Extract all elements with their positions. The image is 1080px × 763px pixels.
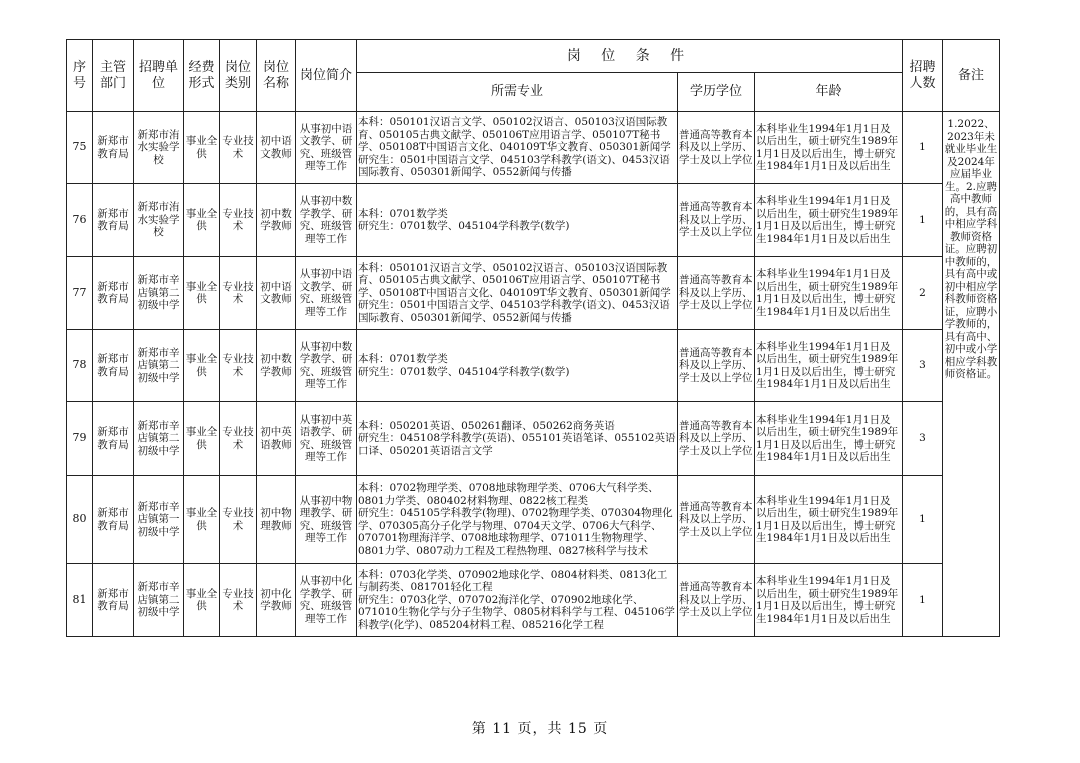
- cell-count: 1: [903, 184, 943, 257]
- cell-funding: 事业全供: [184, 476, 220, 564]
- cell-degree: 普通高等教育本科及以上学历、学士及以上学位: [678, 330, 755, 402]
- cell-unit: 新郑市辛店镇第二初级中学: [134, 564, 184, 637]
- cell-seq: 76: [67, 184, 93, 257]
- header-funding: 经费形式: [184, 40, 220, 112]
- cell-unit: 新郑市辛店镇第二初级中学: [134, 330, 184, 402]
- cell-age: 本科毕业生1994年1月1日及以后出生，硕士研究生1989年1月1日及以后出生，博士研究生1984年1月1日及以后出生: [755, 402, 903, 476]
- cell-count: 1: [903, 112, 943, 184]
- header-major: 所需专业: [357, 73, 678, 112]
- cell-count: 2: [903, 257, 943, 330]
- cell-funding: 事业全供: [184, 184, 220, 257]
- cell-post-name: 初中语文教师: [257, 112, 296, 184]
- table-row: [67, 476, 1000, 564]
- cell-major: 本科：0701数学类 研究生：0701数学、045104学科教学(数学): [357, 184, 678, 257]
- cell-age: 本科毕业生1994年1月1日及以后出生，硕士研究生1989年1月1日及以后出生，博士研究生1984年1月1日及以后出生: [755, 330, 903, 402]
- cell-age: 本科毕业生1994年1月1日及以后出生，硕士研究生1989年1月1日及以后出生，博士研究生1984年1月1日及以后出生: [755, 476, 903, 564]
- cell-major: 本科：050101汉语言文学、050102汉语言、050103汉语国际教育、050105古典文献学、050106T应用语言学、050107T秘书学、050108T中国语言文化、040109T华文教育、050301新闻学研究生：0501中国语言文学、045103学科教学(语文)、0453汉语国际教育、050301新闻学、0552新闻与传播: [357, 257, 678, 330]
- cell-intro: 从事初中语文教学、研究、班级管理等工作: [296, 112, 357, 184]
- cell-degree: 普通高等教育本科及以上学历、学士及以上学位: [678, 112, 755, 184]
- table-header: [67, 40, 1000, 112]
- cell-post-name: 初中化学教师: [257, 564, 296, 637]
- cell-dept: 新郑市教育局: [93, 257, 134, 330]
- cell-degree: 普通高等教育本科及以上学历、学士及以上学位: [678, 564, 755, 637]
- cell-funding: 事业全供: [184, 330, 220, 402]
- table-row: [67, 257, 1000, 330]
- cell-seq: 79: [67, 402, 93, 476]
- cell-category: 专业技术: [220, 184, 257, 257]
- cell-dept: 新郑市教育局: [93, 330, 134, 402]
- page-footer: 第 11 页，共 15 页: [471, 721, 609, 737]
- cell-intro: 从事初中数学教学、研究、班级管理等工作: [296, 330, 357, 402]
- cell-major: 本科：0703化学类、070902地球化学、0804材料类、0813化工与制药类、081701轻化工程 研究生：0703化学、070702海洋化学、070902地球化学、071010生物化学与分子生物学、0805材料科学与工程、045106学科教学(化学)、085204材料工程、085216化学工程: [357, 564, 678, 637]
- cell-count: 1: [903, 564, 943, 637]
- cell-age: 本科毕业生1994年1月1日及以后出生，硕士研究生1989年1月1日及以后出生，博士研究生1984年1月1日及以后出生: [755, 112, 903, 184]
- cell-age: 本科毕业生1994年1月1日及以后出生，硕士研究生1989年1月1日及以后出生，博士研究生1984年1月1日及以后出生: [755, 184, 903, 257]
- cell-intro: 从事初中数学教学、研究、班级管理等工作: [296, 184, 357, 257]
- cell-category: 专业技术: [220, 564, 257, 637]
- cell-intro: 从事初中物理教学、研究、班级管理等工作: [296, 476, 357, 564]
- header-age: 年龄: [755, 73, 903, 112]
- cell-dept: 新郑市教育局: [93, 184, 134, 257]
- cell-post-name: 初中数学教师: [257, 184, 296, 257]
- recruitment-table: [66, 39, 1000, 637]
- cell-unit: 新郑市洧水实验学校: [134, 184, 184, 257]
- cell-post-name: 初中语文教师: [257, 257, 296, 330]
- cell-category: 专业技术: [220, 476, 257, 564]
- cell-post-name: 初中英语教师: [257, 402, 296, 476]
- cell-seq: 75: [67, 112, 93, 184]
- cell-dept: 新郑市教育局: [93, 476, 134, 564]
- cell-seq: 77: [67, 257, 93, 330]
- header-unit: 招聘单位: [134, 40, 184, 112]
- cell-unit: 新郑市洧水实验学校: [134, 112, 184, 184]
- cell-degree: 普通高等教育本科及以上学历、学士及以上学位: [678, 184, 755, 257]
- cell-remark: 1.2022、2023年未就业毕业生及2024年应届毕业生。2.应聘高中教师的，具有高中相应学科教师资格证。应聘初中教师的，具有高中或初中相应学科教师资格证，应聘小学教师的，具有高中、初中或小学相应学科教师资格证。: [943, 112, 1000, 637]
- cell-category: 专业技术: [220, 257, 257, 330]
- cell-funding: 事业全供: [184, 402, 220, 476]
- table-row: [67, 564, 1000, 637]
- header-seq: 序号: [67, 40, 93, 112]
- table-row: [67, 330, 1000, 402]
- cell-count: 1: [903, 476, 943, 564]
- cell-degree: 普通高等教育本科及以上学历、学士及以上学位: [678, 476, 755, 564]
- cell-intro: 从事初中化学教学、研究、班级管理等工作: [296, 564, 357, 637]
- header-dept: 主管部门: [93, 40, 134, 112]
- cell-dept: 新郑市教育局: [93, 112, 134, 184]
- cell-count: 3: [903, 402, 943, 476]
- header-remark: 备注: [943, 40, 1000, 112]
- table-row: [67, 184, 1000, 257]
- cell-count: 3: [903, 330, 943, 402]
- header-degree: 学历学位: [678, 73, 755, 112]
- cell-seq: 78: [67, 330, 93, 402]
- cell-age: 本科毕业生1994年1月1日及以后出生，硕士研究生1989年1月1日及以后出生，博士研究生1984年1月1日及以后出生: [755, 564, 903, 637]
- cell-dept: 新郑市教育局: [93, 402, 134, 476]
- cell-major: 本科：050201英语、050261翻译、050262商务英语 研究生：045108学科教学(英语)、055101英语笔译、055102英语口译、050201英语语言文学: [357, 402, 678, 476]
- cell-funding: 事业全供: [184, 564, 220, 637]
- cell-unit: 新郑市辛店镇第二初级中学: [134, 257, 184, 330]
- cell-degree: 普通高等教育本科及以上学历、学士及以上学位: [678, 257, 755, 330]
- cell-seq: 80: [67, 476, 93, 564]
- cell-major: 本科：050101汉语言文学、050102汉语言、050103汉语国际教育、050105古典文献学、050106T应用语言学、050107T秘书学、050108T中国语言文化、040109T华文教育、050301新闻学研究生：0501中国语言文学、045103学科教学(语文)、0453汉语国际教育、050301新闻学、0552新闻与传播: [357, 112, 678, 184]
- cell-post-name: 初中数学教师: [257, 330, 296, 402]
- cell-funding: 事业全供: [184, 257, 220, 330]
- header-post-name: 岗位名称: [257, 40, 296, 112]
- cell-category: 专业技术: [220, 112, 257, 184]
- cell-unit: 新郑市辛店镇第一初级中学: [134, 476, 184, 564]
- cell-dept: 新郑市教育局: [93, 564, 134, 637]
- header-category: 岗位类别: [220, 40, 257, 112]
- table-row: [67, 402, 1000, 476]
- cell-seq: 81: [67, 564, 93, 637]
- cell-degree: 普通高等教育本科及以上学历、学士及以上学位: [678, 402, 755, 476]
- cell-major: 本科：0702物理学类、0708地球物理学类、0706大气科学类、0801力学类、080402材料物理、0822核工程类 研究生：045105学科教学(物理)、0702物理学类、070304物理化学、070305高分子化学与物理、0704天文学、0706大气科学、070701物理海洋学、0708地球物理学、071011生物物理学、0801力学、0807动力工程及工程热物理、0827核科学与技术: [357, 476, 678, 564]
- cell-intro: 从事初中英语教学、研究、班级管理等工作: [296, 402, 357, 476]
- header-count: 招聘人数: [903, 40, 943, 112]
- cell-funding: 事业全供: [184, 112, 220, 184]
- cell-category: 专业技术: [220, 402, 257, 476]
- cell-category: 专业技术: [220, 330, 257, 402]
- header-intro: 岗位简介: [296, 40, 357, 112]
- cell-intro: 从事初中语文教学、研究、班级管理等工作: [296, 257, 357, 330]
- cell-major: 本科：0701数学类 研究生：0701数学、045104学科教学(数学): [357, 330, 678, 402]
- cell-unit: 新郑市辛店镇第二初级中学: [134, 402, 184, 476]
- header-conditions: 岗 位 条 件: [357, 40, 903, 73]
- table-row: [67, 112, 1000, 184]
- cell-post-name: 初中物理教师: [257, 476, 296, 564]
- cell-age: 本科毕业生1994年1月1日及以后出生，硕士研究生1989年1月1日及以后出生，博士研究生1984年1月1日及以后出生: [755, 257, 903, 330]
